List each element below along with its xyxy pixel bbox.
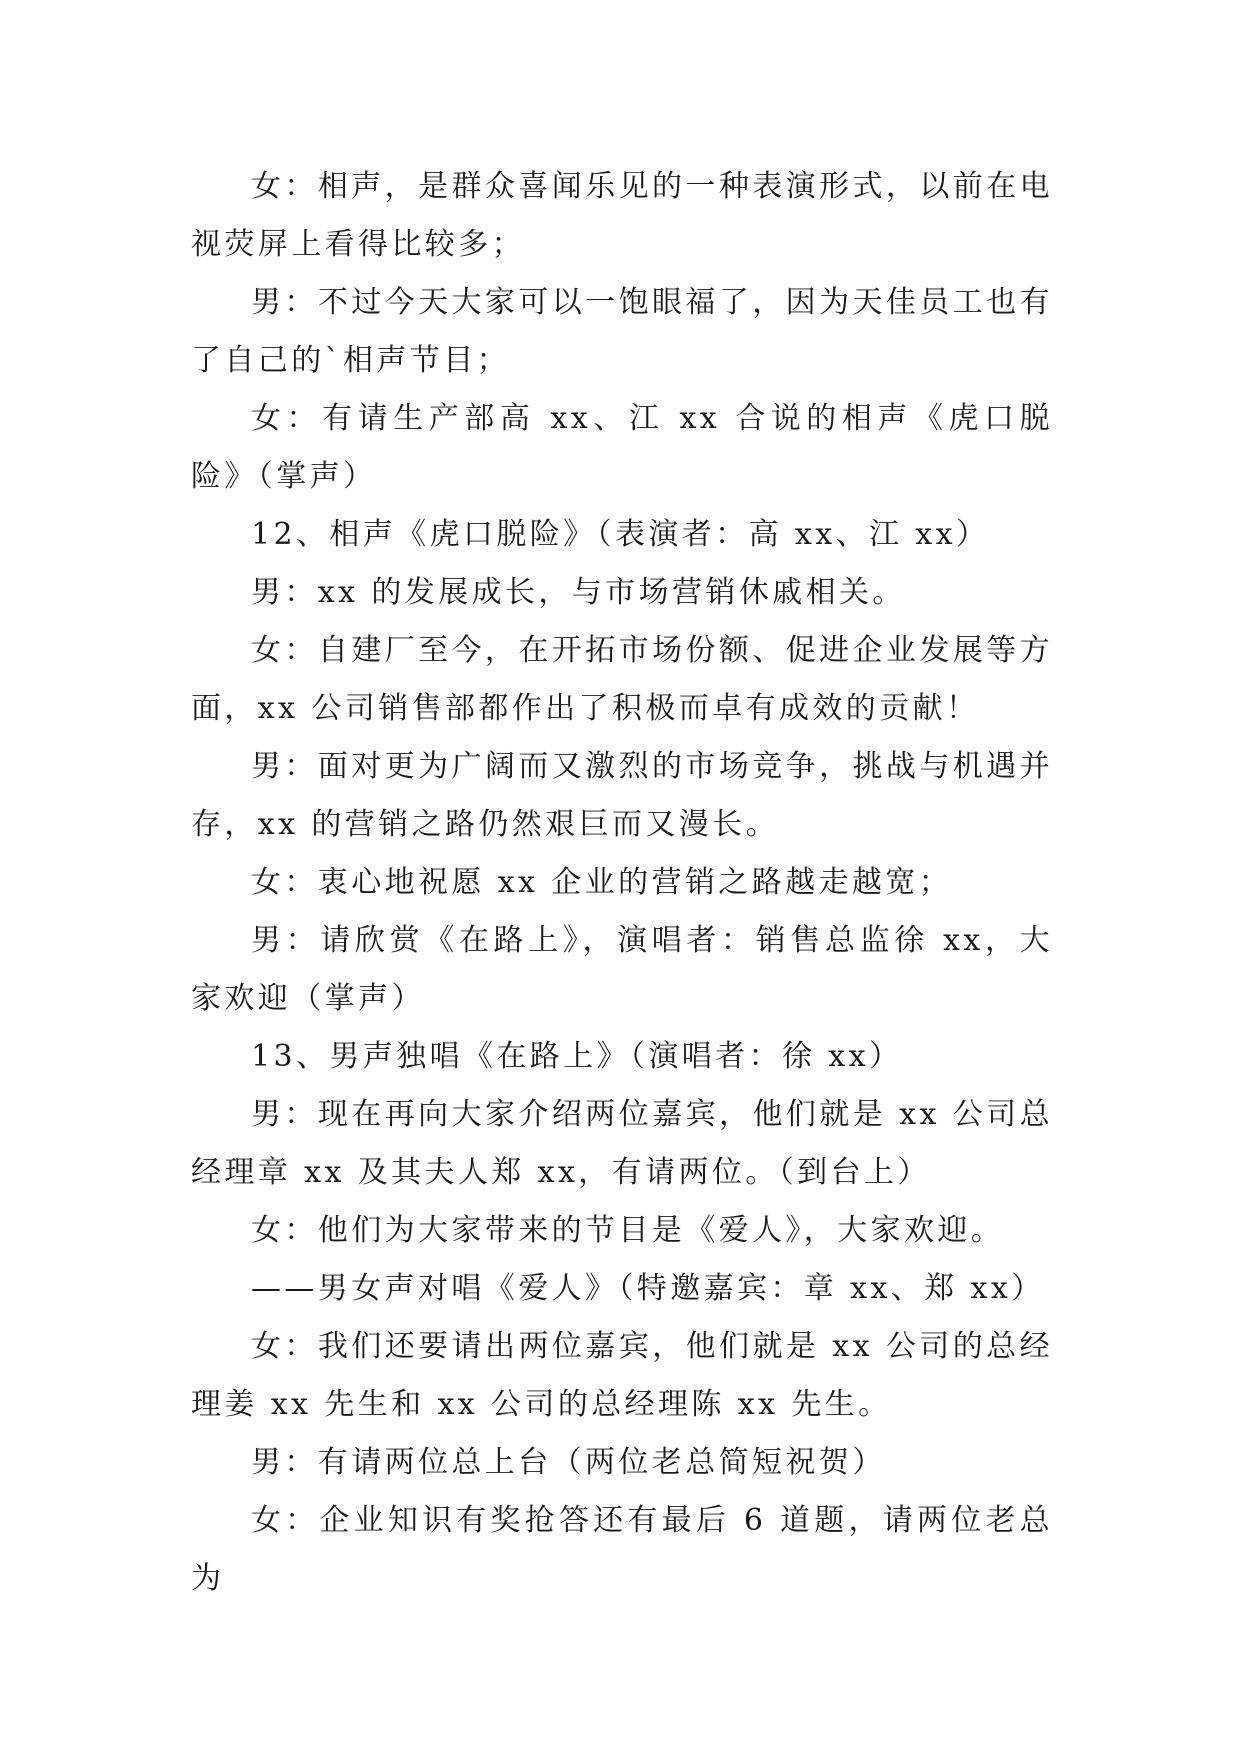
paragraph: 女：我们还要请出两位嘉宾，他们就是 xx 公司的总经理姜 xx 先生和 xx 公司的总经理陈 xx 先生。 xyxy=(191,1329,1053,1422)
document-body xyxy=(191,158,1053,1608)
paragraph: 女：企业知识有奖抢答还有最后 6 道题，请两位老总为 xyxy=(191,1503,1053,1596)
paragraph: 女：有请生产部高 xx、江 xx 合说的相声《虎口脱险》（掌声） xyxy=(191,401,1053,494)
paragraph: 女：相声，是群众喜闻乐见的一种表演形式，以前在电视荧屏上看得比较多； xyxy=(191,169,1053,262)
paragraph: 男：现在再向大家介绍两位嘉宾，他们就是 xx 公司总经理章 xx 及其夫人郑 xx，有请两位。（到台上） xyxy=(191,1097,1053,1190)
program-item-heading: 13、男声独唱《在路上》（演唱者：徐 xx） xyxy=(251,1039,903,1074)
paragraph: 男：不过今天大家可以一饱眼福了，因为天佳员工也有了自己的`相声节目； xyxy=(191,285,1053,378)
paragraph: 男：有请两位总上台（两位老总简短祝贺） xyxy=(251,1445,886,1480)
paragraph: 男：面对更为广阔而又激烈的市场竞争，挑战与机遇并存，xx 的营销之路仍然艰巨而又漫长。 xyxy=(191,749,1053,842)
program-item-heading: ——男女声对唱《爱人》（特邀嘉宾：章 xx、郑 xx） xyxy=(251,1271,1045,1306)
paragraph: 男：xx 的发展成长，与市场营销休戚相关。 xyxy=(251,575,906,610)
paragraph: 女：他们为大家带来的节目是《爱人》，大家欢迎。 xyxy=(251,1213,1005,1248)
paragraph: 女：自建厂至今，在开拓市场份额、促进企业发展等方面，xx 公司销售部都作出了积极而卓有成效的贡献！ xyxy=(191,633,1053,726)
paragraph: 女：衷心地祝愿 xx 企业的营销之路越走越宽； xyxy=(251,865,953,900)
paragraph: 男：请欣赏《在路上》，演唱者：销售总监徐 xx，大家欢迎（掌声） xyxy=(191,923,1053,1016)
program-item-heading: 12、相声《虎口脱险》（表演者：高 xx、江 xx） xyxy=(251,517,990,552)
